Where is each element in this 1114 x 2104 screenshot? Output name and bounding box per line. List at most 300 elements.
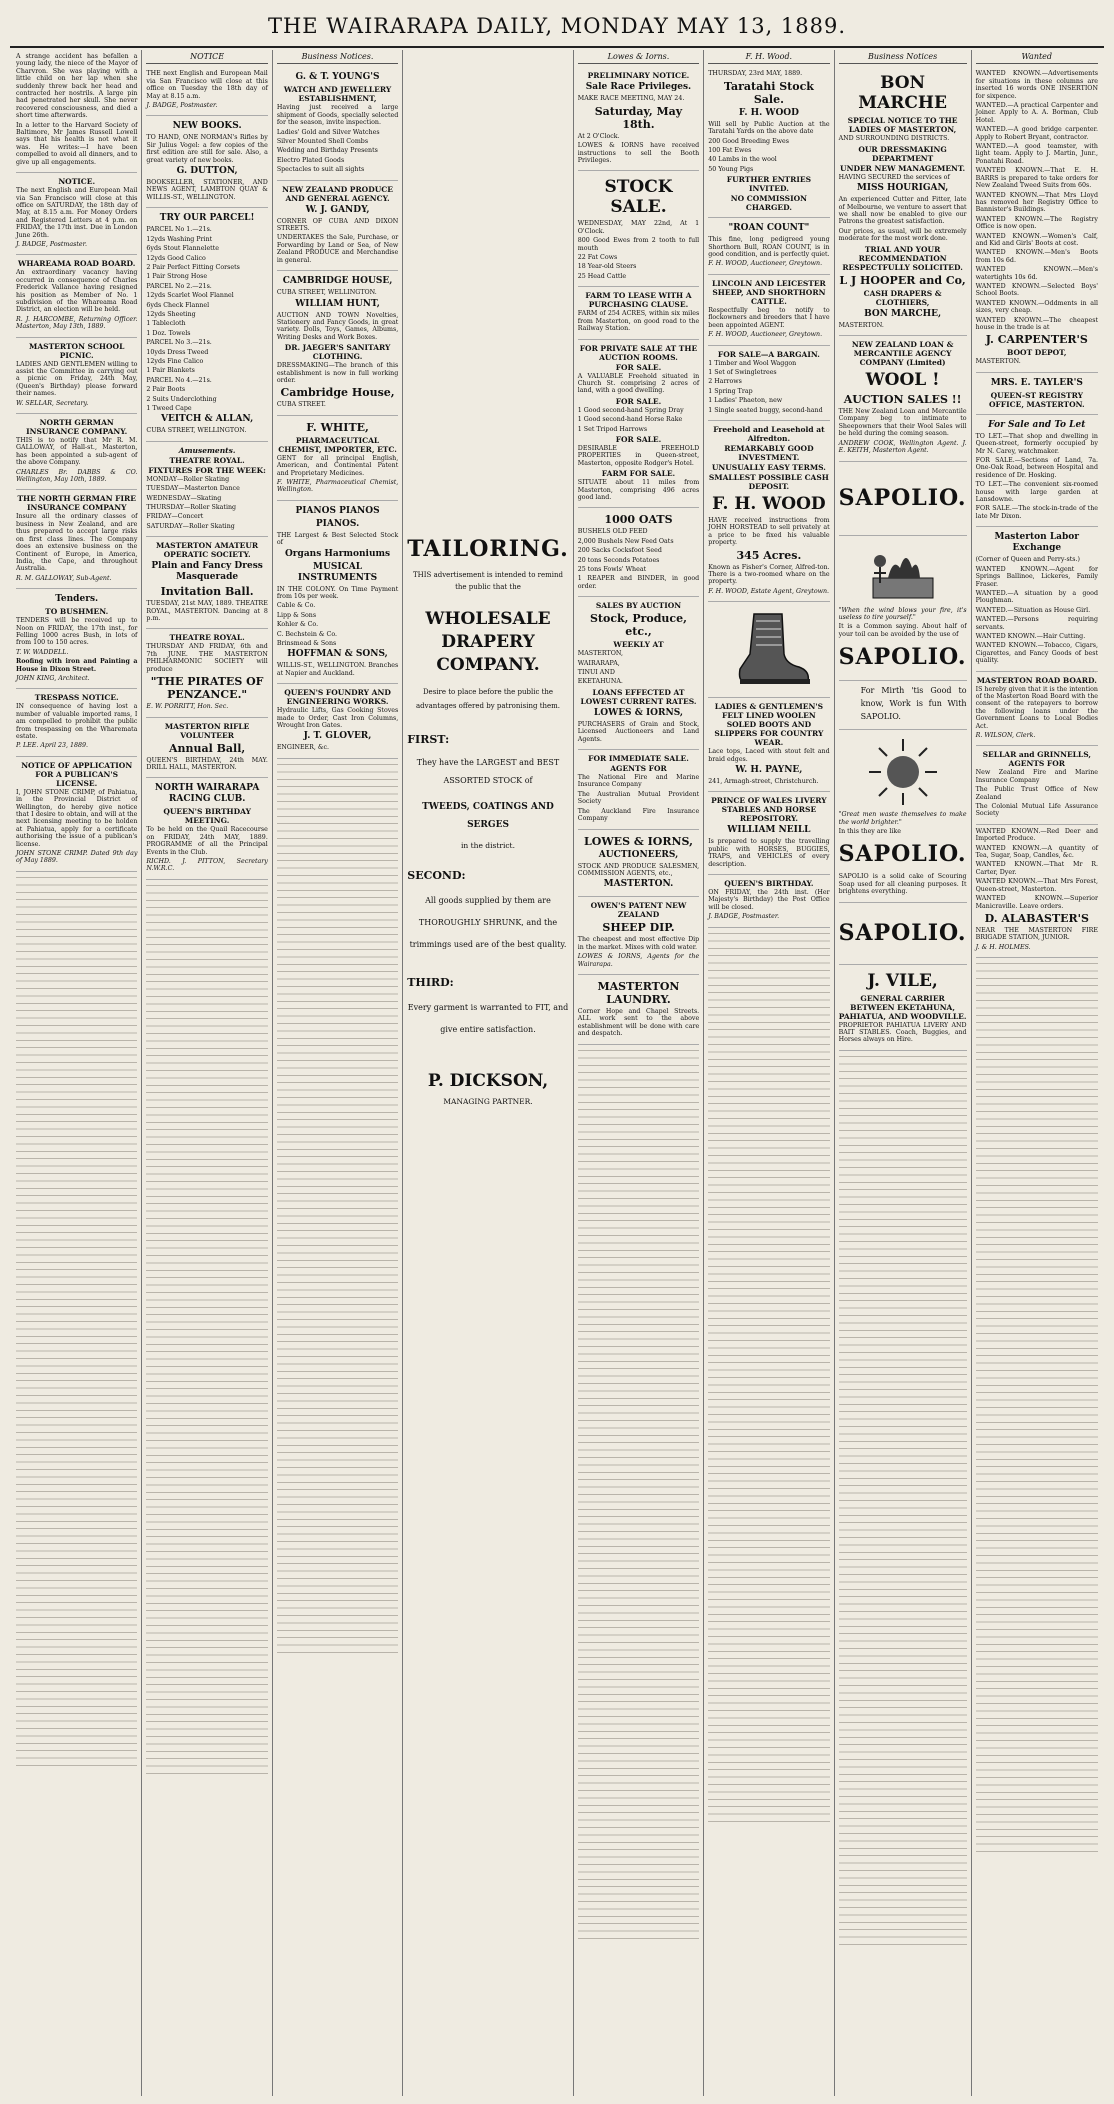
oats-sub: BUSHELS OLD FEED: [577, 528, 648, 536]
list-item: Silver Mounted Shell Combs: [276, 138, 369, 146]
racing-ad: [146, 778, 267, 879]
list-item: 22 Fat Cows: [577, 254, 618, 262]
operatic-heading: MASTERTON AMATEUR OPERATIC SOCIETY.: [156, 541, 259, 560]
exchange-list: [976, 566, 1098, 641]
philharmonic-text: THURSDAY AND FRIDAY, 6th and 7th JUNE. THE MASTERTON PHILHARMONIC SOCIETY will produce: [146, 643, 268, 673]
management-heading: UNDER NEW MANAGEMENT.: [840, 163, 966, 173]
list-item: 1 Pair Strong Hose: [146, 273, 208, 281]
hoffman-sub: WILLIS-ST., WELLINGTON. Branches at Napier and Auckland.: [276, 662, 399, 677]
pirates-ad: [146, 629, 267, 717]
list-item: Brinsmead & Sons: [276, 640, 337, 648]
column-3: [273, 50, 403, 2096]
sale-race-sub: MAKE RACE MEETING, MAY 24.: [577, 95, 685, 103]
wanted-last-list: [976, 828, 1098, 910]
white-text: GENT for all principal English, American, and Continental Patent and Proprietary Medicines.: [276, 454, 399, 477]
hoffman-name: HOFFMAN & SONS,: [287, 649, 388, 660]
pianos-heading-2: PIANOS.: [315, 518, 360, 529]
wanted-school: WANTED KNOWN.—Selected Boys' School Boots.: [975, 282, 1098, 298]
hooper-sub: CASH DRAPERS & CLOTHIERS,: [863, 288, 942, 307]
list-item: The Public Trust Office of New Zealand: [975, 786, 1098, 801]
vile-sub: GENERAL CARRIER BETWEEN EKETAHUNA, PAHIATUA, AND WOODVILLE.: [838, 993, 967, 1021]
registry-sub: QUEEN-ST REGISTRY OFFICE, MASTERTON.: [988, 390, 1085, 409]
sale3-heading: FOR SALE.: [615, 434, 662, 444]
column-5: [574, 50, 704, 2096]
mail-notice: [16, 173, 137, 255]
school-picnic-text: LADIES AND GENTLEMEN willing to assist the Committee in carrying out a picnic on Friday, 24th May, (Queen's Birthday) please forward their names.: [16, 360, 138, 398]
list-item: 200 Sacks Cocksfoot Seed: [577, 547, 662, 555]
boots-heading: LADIES & GENTLEMEN'S FELT LINED WOOLEN SOLED BOOTS AND SLIPPERS FOR COUNTRY WEAR.: [714, 702, 824, 748]
mail-notice-2-text: THE next English and European Mail via San Francisco will close at this office on Tuesday the 18th day of May at 8.15 a.m.: [146, 70, 268, 100]
white-sub: PHARMACEUTICAL CHEMIST, IMPORTER, ETC.: [278, 435, 397, 454]
road-board-2-sig: R. WILSON, Clerk.: [975, 732, 1036, 739]
list-item: 1 Timber and Wool Waggon: [708, 359, 797, 367]
laundry-text: Corner Hope and Chapel Streets. ALL work sent to the above establishment will be done with care and despatch.: [577, 1007, 700, 1038]
list-item: 1 Ladies' Phaeton, new: [708, 397, 783, 405]
foundry-text: Hydraulic Lifts, Gas Cooking Stoves made to Order, Cast Iron Columns, Wrought Iron Gates.: [276, 707, 399, 730]
list-item: TO LET.—The convenient six-roomed house with large garden at Lansdowne.: [975, 481, 1098, 504]
cambridge-ad: [277, 271, 398, 416]
sapolio-heading-4: SAPOLIO.: [838, 919, 967, 946]
gandy-name: W. J. GANDY,: [305, 204, 370, 215]
dickson-sub: MANAGING PARTNER.: [443, 1097, 533, 1107]
list-item: 10yds Dress Tweed: [146, 348, 209, 356]
boots-ad: [708, 698, 829, 792]
glover-sub: ENGINEER, &c.: [276, 744, 330, 752]
wholesale-heading: WHOLESALE: [425, 609, 551, 629]
stock-sale-ad: [578, 171, 699, 287]
sun-illustration-icon: [863, 737, 943, 807]
list-item: The Auckland Fire Insurance Company: [577, 807, 700, 823]
masquerade-ad: [146, 537, 267, 629]
list-item: Cable & Co.: [276, 602, 316, 610]
taratahi-heading: Taratahi Stock Sale.: [723, 79, 814, 106]
company-heading: COMPANY.: [436, 655, 540, 675]
sapolio-desc: SAPOLIO is a solid cake of Scouring Soap used for all cleaning purposes. It brightens everything.: [838, 873, 967, 896]
list-item: 1 Set Tripod Harrows: [577, 425, 648, 433]
smallest-heading: SMALLEST POSSIBLE CASH DEPOSIT.: [708, 472, 829, 491]
wool-ad: [839, 336, 967, 461]
list-item: SATURDAY—Roller Skating: [146, 522, 235, 530]
produce-heading: NEW ZEALAND PRODUCE AND GENERAL AGENCY.: [282, 184, 393, 203]
mail-notice-text: The next English and European Mail via San Francisco will close at this office on SATURDAY, the 18th day of May, at 8.15 a.m. For Money Orders and Registered Letters at 4 p.m. on FRIDAY, the 17th inst. Due in London June 26th.: [16, 187, 138, 239]
list-item: 20 tons Seconds Potatoes: [577, 556, 660, 564]
column-4: [403, 50, 574, 2096]
immediate-sale-ad: [578, 750, 699, 829]
sapolio-ad-5: [839, 903, 967, 965]
mail-notice-heading: NOTICE.: [58, 177, 96, 187]
saturday-sub: At 2 O'Clock.: [577, 132, 620, 140]
vile-text: PROPRIETOR PAHIATUA LIVERY AND BAIT STABLES. Coach, Buggies, and Horses always on Hire.: [838, 1021, 967, 1044]
list-item: WANTED KNOWN.—Agent for Springs Ballinoe, Lickeres, Family Fraser.: [975, 565, 1098, 588]
road-board-2-ad: [976, 672, 1098, 747]
weekly-heading: WEEKLY AT: [613, 640, 664, 650]
musical-text: IN THE COLONY. On Time Payment from 10s per week.: [276, 585, 399, 600]
sale-text: LOWES & IORNS have received instructions to sell the Booth Privileges.: [577, 142, 700, 165]
list-item: 2,000 Bushels New Feed Oats: [577, 537, 674, 545]
dip-text: The cheapest and most effective Dip in the market. Mixes with cold water.: [577, 936, 700, 951]
prices-text: Our prices, as usual, will be extremely moderate for the most work done.: [838, 227, 967, 243]
private-heading: FOR PRIVATE SALE AT THE AUCTION ROOMS.: [579, 343, 698, 362]
list-item: FOR SALE.—Sections of Land, 7a. One-Oak Road, between Hospital and residence of Dr. Hosking.: [975, 457, 1098, 479]
column-text-lines: [708, 928, 829, 1828]
livery-ad: [708, 792, 829, 875]
veitch-name: VEITCH & ALLAN,: [161, 414, 254, 425]
road-board-text: An extraordinary vacancy having occurred in consequence of Charles Frederick Vallance having resigned his position as Member of No. 1 subdivision of the Whareama Road District, an election will be held.: [16, 269, 138, 314]
fixture-list: [146, 476, 267, 530]
exchange-heading: Masterton Labor Exchange: [994, 532, 1080, 554]
payne-sub: 241, Armagh-street, Christchurch.: [708, 778, 819, 785]
sellar-heading: SELLAR and GRINNELLS, AGENTS FOR: [982, 750, 1091, 769]
sellar-ad: [976, 746, 1098, 824]
column-text-lines: [16, 872, 137, 1772]
books-text: TO HAND, ONE NORMAN's Rifles by Sir Julius Vogel: a few copies of the first edition are still for sale. Also, a great variety of new books.: [146, 134, 268, 164]
special-heading: SPECIAL NOTICE TO THE LADIES OF MASTERTON,: [847, 116, 958, 135]
column-6: [704, 50, 834, 2096]
school-picnic-sig: W. SELLAR, Secretary.: [16, 399, 89, 407]
great-man-text: "Great men waste themselves to make the world brighter.": [838, 811, 967, 826]
sellar-list: [976, 769, 1098, 817]
list-item: Electro Plated Goods: [276, 156, 345, 164]
list-item: Ladies' Gold and Silver Watches: [276, 128, 380, 136]
list-item: The National Fire and Marine Insurance Company: [577, 774, 700, 789]
column-text-lines: [976, 958, 1098, 1858]
list-item: WANTED.—A good bridge carpenter. Apply to Robert Bryant, contractor.: [975, 126, 1098, 141]
in-day-text: In this they are like: [838, 827, 901, 835]
slogan-text: "When the wind blows your fire, it's useless to tire yourself.": [838, 606, 967, 621]
fixtures-heading: FIXTURES FOR THE WEEK:: [148, 465, 266, 475]
hunt-text: AUCTION AND TOWN Novelties, Stationery and Fancy Goods, in great variety. Dolls, Toys, Games, Albums, Writing Desks and Work Boxes.: [276, 311, 399, 341]
auction-sales-text: THE New Zealand Loan and Mercantile Company beg to intimate to Sheepowners that their Wool Sales will be held during the coming season.: [838, 408, 967, 438]
road-board-2-text: IS hereby given that it is the intention of the Masterton Road Board with the consent of the ratepayers to borrow the following loans under the Government Loans to Local Bodies Act.: [975, 685, 1098, 730]
list-item: 1 Spring Trap: [708, 387, 753, 395]
carpenter-name: J. CARPENTER'S: [985, 333, 1088, 347]
saturday-heading: Saturday, May 18th.: [594, 104, 683, 131]
sapolio-heading-1: SAPOLIO.: [838, 484, 967, 511]
for-sale-heading: For Sale and To Let: [988, 419, 1086, 430]
lincoln-sig: F. H. WOOD, Auctioneer, Greytown.: [708, 331, 823, 339]
list-item: WANTED.—A practical Carpenter and Joiner. Apply to A. A. Borman, Club Hotel.: [975, 102, 1098, 124]
sanitary-heading: DR. JAEGER'S SANITARY CLOTHING.: [284, 343, 391, 362]
immediate-heading: FOR IMMEDIATE SALE.: [588, 754, 689, 764]
list-item: 2 Pair Perfect Fitting Corsets: [146, 263, 240, 271]
list-item: PARCEL No 1.—21s.: [146, 226, 212, 234]
white-name: F. WHITE,: [306, 420, 369, 434]
list-item: FRIDAY—Concert: [146, 513, 204, 521]
fhwood-name: F. H. WOOD: [712, 493, 826, 514]
racing-sig: RICHD. J. PITTON, Secretary N.W.R.C.: [146, 857, 268, 873]
sale1-heading: FOR SALE.: [615, 362, 662, 372]
licence-heading: NOTICE OF APPLICATION FOR A PUBLICAN'S LICENSE.: [21, 760, 133, 788]
books-heading: NEW BOOKS.: [172, 121, 242, 132]
racing-sub: QUEEN'S BIRTHDAY MEETING.: [163, 807, 251, 826]
for-sale-section: [976, 415, 1098, 527]
cattle-list: [708, 138, 829, 174]
farm-sale-text: SITUATE about 11 miles from Masterton, comprising 496 acres good land.: [577, 479, 700, 501]
cambridge-heading: CAMBRIDGE HOUSE,: [282, 276, 393, 287]
list-item: MONDAY—Roller Skating: [146, 475, 230, 483]
auction-sales-sig: ANDREW COOK, Wellington Agent. J. E. KEITH, Masterton Agent.: [838, 439, 967, 455]
insurance-sig: CHARLES Br. DABBS & CO. Wellington, May 10th, 1889.: [16, 468, 138, 484]
list-item: 1 Doz. Towels: [146, 329, 191, 337]
licence-ad: [16, 757, 137, 872]
parcel-list: [146, 226, 267, 412]
stock-list: [578, 237, 699, 280]
third-heading: THIRD:: [407, 975, 454, 989]
auction-heading: SALES BY AUCTION: [595, 601, 682, 611]
list-item: EKETAHUNA.: [577, 678, 623, 686]
list-item: Kohler & Co.: [276, 621, 319, 629]
column-text-lines: [277, 759, 398, 1659]
list-item: 40 Lambs in the wool: [708, 156, 777, 164]
oats-heading: 1000 OATS: [604, 513, 673, 527]
desire-text: Desire to place before the public the advantages offered by patronising them.: [415, 688, 561, 710]
tweeds-heading: TWEEDS, COATINGS AND SERGES: [422, 802, 554, 830]
exchange-sub: (Corner of Queen and Perry-sts.): [975, 556, 1080, 564]
farm-text: FARM of 254 ACRES, within six miles from Masterton, on good road to the Railway Station.: [577, 310, 700, 333]
dressmaking-heading: OUR DRESSMAKING DEPARTMENT: [858, 144, 947, 163]
bargain-heading: FOR SALE—A BARGAIN.: [717, 349, 820, 359]
list-item: 1 Single seated buggy, second-hand: [708, 406, 823, 414]
insurance-text: THIS is to notify that Mr R. M. GALLOWAY, of Hall-st., Masterton, has been appointed a sub-agent of the above Company.: [16, 437, 138, 467]
lowes2-name: LOWES & IORNS,: [584, 834, 693, 848]
insurance-heading: NORTH GERMAN INSURANCE COMPANY.: [26, 418, 128, 437]
cambridge2-sub: CUBA STREET.: [276, 401, 326, 409]
list-item: New Zealand Fire and Marine Insurance Company: [975, 769, 1098, 784]
column-8-heading: Wanted: [976, 50, 1098, 64]
laundry-ad: [578, 975, 699, 1045]
spacer-top: [407, 50, 569, 530]
sanitary-text: DRESSMAKING—The branch of this establishment is now in full working order.: [276, 362, 399, 384]
volunteer-heading: MASTERTON RIFLE VOLUNTEER: [164, 721, 250, 740]
tobacco-text: WANTED KNOWN.—Tobacco, Cigars, Cigarettes, and Fancy Goods of best quality.: [975, 642, 1098, 665]
bargain-list: [708, 360, 829, 414]
lincoln-text: Respectfully beg to notify to flockowners and breeders that I have been appointed AGENT.: [708, 306, 830, 329]
list-item: WANTED.—Situation as House Girl.: [975, 606, 1091, 614]
wanted-list: [976, 70, 1098, 247]
gandy-text: UNDERTAKES the Sale, Purchase, or Forwarding by Land or Sea, of New Zealand PRODUCE and Merchandise in general.: [276, 234, 399, 264]
road-board-2-heading: MASTERTON ROAD BOARD.: [976, 675, 1097, 685]
hourigan-text: An experienced Cutter and Fitter, late of Melbourne, we venture to assert that we shall now be enabled to give our Patrons the greatest satisfaction.: [838, 196, 967, 226]
column-text-lines: [146, 880, 267, 1780]
registry-heading: MRS. E. TAYLER'S: [990, 377, 1083, 388]
fire-illustration-icon: [868, 543, 938, 603]
drapery-heading: DRAPERY: [441, 632, 535, 652]
hooper-town: MASTERTON.: [838, 321, 884, 329]
fancy-dress-heading: Plain and Fancy Dress Masquerade: [151, 561, 263, 583]
list-item: 6yds Check Flannel: [146, 301, 210, 309]
further-heading: FURTHER ENTRIES INVITED.: [726, 175, 812, 194]
freehold-heading: Freehold and Leasehold at Alfredton.: [713, 424, 825, 443]
hourigan-intro: HAVING SECURED the services of: [838, 173, 950, 181]
list-item: Wedding and Birthday Presents: [276, 147, 378, 155]
list-item: 12yds Fine Calico: [146, 357, 204, 365]
sale1-text: A VALUABLE Freehold situated in Church St. comprising 2 acres of land, with a good dwelling.: [577, 372, 700, 395]
column-3-heading: Business Notices.: [277, 50, 398, 64]
list-item: 2 Pair Boots: [146, 386, 186, 394]
list-item: 6yds Stout Flannelette: [146, 245, 219, 253]
wood-sig: F. H. WOOD, Estate Agent, Greytown.: [708, 587, 830, 595]
list-item: WANTED KNOWN.—Advertisements for situations in these columns are inserted 16 words ONE INSERTION for sixpence.: [975, 70, 1098, 100]
to-let-text: TO LET.—That shop and dwelling in Queen-street, formerly occupied by Mr N. Carey, watchmaker.: [975, 432, 1098, 455]
list-item: Lipp & Sons: [276, 611, 317, 619]
first-heading: FIRST:: [407, 733, 450, 746]
school-picnic-heading: MASTERTON SCHOOL PICNIC.: [29, 341, 125, 360]
list-item: 2 Harrows: [708, 378, 742, 386]
pirates-title: "THE PIRATES OF PENZANCE.": [150, 675, 264, 702]
list-item: WANTED KNOWN.—Red Deer and Imported Produce.: [975, 827, 1098, 843]
produce-agency-ad: [277, 181, 398, 271]
sapolio-heading-2: SAPOLIO.: [838, 644, 967, 671]
salesmen-text: STOCK AND PRODUCE SALESMEN, COMMISSION AGENTS, etc.,: [577, 862, 700, 877]
taratahi-ad: [708, 67, 829, 218]
masterton-heading: MASTERTON.: [603, 879, 674, 890]
neill-text: Is prepared to supply the travelling public with HORSES, BUGGIES, TRAPS, and VEHICLES of every description.: [708, 838, 830, 868]
private-sale-ad: [578, 340, 699, 509]
pirates-sig: E. W. PORRITT, Hon. Sec.: [146, 703, 229, 711]
roan-count-heading: "ROAN COUNT": [728, 223, 810, 234]
bon-marche-heading: BON MARCHE: [858, 73, 947, 114]
young-text: Having just received a large shipment of Goods, specially selected for the season, invite inspection.: [276, 104, 399, 127]
list-item: MASTERTON,: [577, 650, 623, 658]
sale-race-heading: Sale Race Privileges.: [585, 82, 692, 93]
tenders-to: TO BUSHMEN.: [45, 607, 109, 617]
list-item: WANTED KNOWN.—A quantity of Tea, Sugar, Soap, Candles, &c.: [975, 844, 1098, 860]
acres-text: Known as Fisher's Corner, Alfred-ton. There is a two-roomed whare on the property.: [708, 563, 830, 586]
trespass-heading: TRESPASS NOTICE.: [34, 693, 119, 703]
list-item: WANTED KNOWN.—Women's Calf, and Kid and Girls' Boots at cost.: [975, 232, 1098, 247]
organs-heading: Organs Harmoniums: [284, 548, 391, 559]
list-item: 2 Suits Underclothing: [146, 395, 217, 403]
trial-heading: TRIAL AND YOUR RECOMMENDATION RESPECTFULLY SOLICITED.: [842, 244, 963, 272]
list-item: 800 Good Ewes from 2 tooth to full mouth: [577, 237, 700, 252]
wanted-girls: WANTED KNOWN.—Men's watertights 10s 6d.: [975, 266, 1098, 281]
stock-date: WEDNESDAY, MAY 22nd, At 1 O'Clock.: [577, 220, 700, 235]
alfredton-ad: [708, 421, 829, 602]
column-2: [142, 50, 272, 2096]
roan-count-ad: [708, 218, 829, 275]
road-board-ad: [16, 255, 137, 337]
auction-sales-heading: AUCTION SALES !!: [843, 393, 962, 407]
stock-sale-heading: STOCK SALE.: [604, 177, 673, 218]
agents-list: [578, 774, 699, 822]
sapolio-heading-3: SAPOLIO.: [838, 841, 967, 868]
trespass-text: IN consequence of having lost a number of valuable imported rams, I am compelled to prohibit the public from trespassing on the Wharemata estate.: [16, 703, 138, 740]
dip-sig: LOWES & IORNS, Agents for the Wairarapa.: [577, 953, 700, 968]
list-item: C. Bechstein & Co.: [276, 630, 338, 638]
wool-heading: WOOL !: [865, 370, 940, 391]
wanted-house: WANTED KNOWN.—The cheapest house in the trade is at: [975, 316, 1098, 331]
list-item: 25 Head Cattle: [577, 272, 627, 280]
parcel-heading: TRY OUR PARCEL!: [159, 213, 255, 224]
birthday-ad: [708, 875, 829, 928]
farm-sale-heading: FARM FOR SALE.: [601, 469, 676, 479]
wanted-men: WANTED KNOWN.—Men's Boots from 10s 6d.: [975, 249, 1098, 264]
list-item: 25 tons Fowls' Wheat: [577, 566, 647, 573]
foundry-ad: [277, 684, 398, 759]
tenders-ad: [16, 589, 137, 689]
musical-heading: MUSICAL INSTRUMENTS: [297, 561, 378, 583]
places-list: [578, 650, 699, 686]
trespass-sig: P. LEE. April 23, 1889.: [16, 742, 89, 750]
list-item: 1 Tweed Cape: [146, 405, 192, 412]
german-fire-text: Insure all the ordinary classes of business in New Zealand, and are thus prepared to accept large risks on first class lines. The Company does an extensive business on the Continent of Europe, in America, India, the Cape, and throughout Australia.: [16, 513, 138, 573]
trespass-ad: [16, 689, 137, 756]
hunt-name: WILLIAM HUNT,: [295, 298, 380, 309]
list-item: The Colonial Mutual Life Assurance Society: [975, 803, 1098, 818]
mail-notice-sig: J. BADGE, Postmaster.: [16, 240, 87, 248]
sheep-dip-ad: [578, 897, 699, 975]
dickson-name: P. DICKSON,: [427, 1070, 549, 1091]
young-sub: WATCH AND JEWELLERY ESTABLISHMENT,: [283, 85, 392, 104]
foundry-heading: QUEEN'S FOUNDRY AND ENGINEERING WORKS.: [284, 688, 391, 707]
oats-ad: [578, 508, 699, 597]
columns: [12, 50, 1102, 2096]
tenders-sig: T. W. WADDELL.: [16, 648, 69, 656]
farm-lease-ad: [578, 287, 699, 339]
letter-text: In a letter to the Harvard Society of Baltimore, Mr James Russell Lowell says that his health is not what it was. He writes:—I have been compelled to avoid all dinners, and to give up all engagements.: [16, 121, 138, 166]
theatre-heading: THEATRE ROYAL.: [169, 455, 245, 465]
tenders-heading: Tenders.: [55, 594, 99, 605]
gandy-sub: CORNER OF CUBA AND DIXON STREETS.: [276, 217, 399, 233]
list-item: 12yds Scarlet Wool Flannel: [146, 292, 234, 300]
sapolio-ad-3: [839, 681, 967, 730]
list-item: WANTED.—A good teamster, with light team. Apply to J. Martin, Junr., Ponatahi Road.: [975, 143, 1098, 165]
german-fire-sig: R. M. GALLOWAY, Sub-Agent.: [16, 574, 112, 582]
for-sale-list: [976, 457, 1098, 520]
vile-name: J. VILE,: [867, 970, 938, 991]
mail-notice-2-sig: J. BADGE, Postmaster.: [146, 102, 218, 110]
racing-heading: NORTH WAIRARAPA RACING CLUB.: [154, 783, 260, 805]
wanted-ads: [976, 67, 1098, 372]
list-item: PARCEL No 3.—21s.: [146, 339, 212, 347]
roan-count-sig: F. H. WOOD, Auctioneer, Greytown.: [708, 260, 823, 268]
acres-heading: 345 Acres.: [736, 548, 802, 562]
list-item: The Australian Mutual Provident Society: [577, 790, 700, 806]
agents-heading: AGENTS FOR: [610, 764, 667, 774]
boots-text: Lace tops, Laced with stout felt and braid edges.: [708, 748, 830, 763]
list-item: 1 Set of Swingletrees: [708, 368, 777, 376]
neill-name: WILLIAM NEILL: [727, 825, 811, 836]
wood-text: Will sell by Public Auction at the Taratahi Yards on the above date: [708, 120, 830, 136]
lowes-text: PURCHASERS of Grain and Stock, Licensed Auctioneers and Land Agents.: [577, 720, 700, 743]
list-item: WANTED KNOWN.—The Registry Office is now open.: [975, 215, 1098, 231]
hooper-name: L J HOOPER and Co,: [839, 273, 966, 287]
theatre2-heading: THEATRE ROYAL.: [169, 633, 245, 643]
german-fire-ad: [16, 490, 137, 589]
roofing-sig: JOHN KING, Architect.: [16, 674, 90, 682]
list-item: PARCEL No 4.—21s.: [146, 376, 212, 384]
column-7-heading: Business Notices: [839, 50, 967, 64]
racing-text: To be held on the Quail Racecourse on FRIDAY, 24th MAY, 1889. PROGRAMME of all the Principal Events in the Club.: [146, 826, 268, 856]
sapolio-ad-1: [839, 462, 967, 536]
birthday-heading: QUEEN'S BIRTHDAY.: [724, 879, 814, 889]
livery-heading: PRINCE OF WALES LIVERY STABLES AND HORSE REPOSITORY.: [711, 796, 827, 824]
sale2-heading: FOR SALE.: [615, 396, 662, 406]
list-item: 1 Good second-hand Spring Dray: [577, 406, 684, 414]
pianos-ad: [277, 501, 398, 684]
sale2-list: [578, 407, 699, 433]
veitch-sub: CUBA STREET, WELLINGTON.: [146, 427, 247, 435]
second-text: All goods supplied by them are THOROUGHLY SHRUNK, and the trimmings used are of the best quality.: [409, 895, 567, 949]
farm-heading: FARM TO LEASE WITH A PURCHASING CLAUSE.: [585, 291, 692, 310]
list-item: 18 Year-old Steers: [577, 263, 637, 271]
german-fire-heading: THE NORTH GERMAN FIRE INSURANCE COMPANY: [17, 494, 136, 513]
easy-heading: UNUSUALLY EASY TERMS.: [711, 462, 826, 472]
patent-heading: OWEN'S PATENT NEW ZEALAND: [590, 901, 687, 920]
list-item: WAIRARAPA,: [577, 659, 620, 667]
wood-name: F. H. WOOD: [738, 107, 799, 118]
alabasters-text: NEAR THE MASTERTON FIRE BRIGADE STATION, JUNIOR.: [975, 926, 1098, 942]
